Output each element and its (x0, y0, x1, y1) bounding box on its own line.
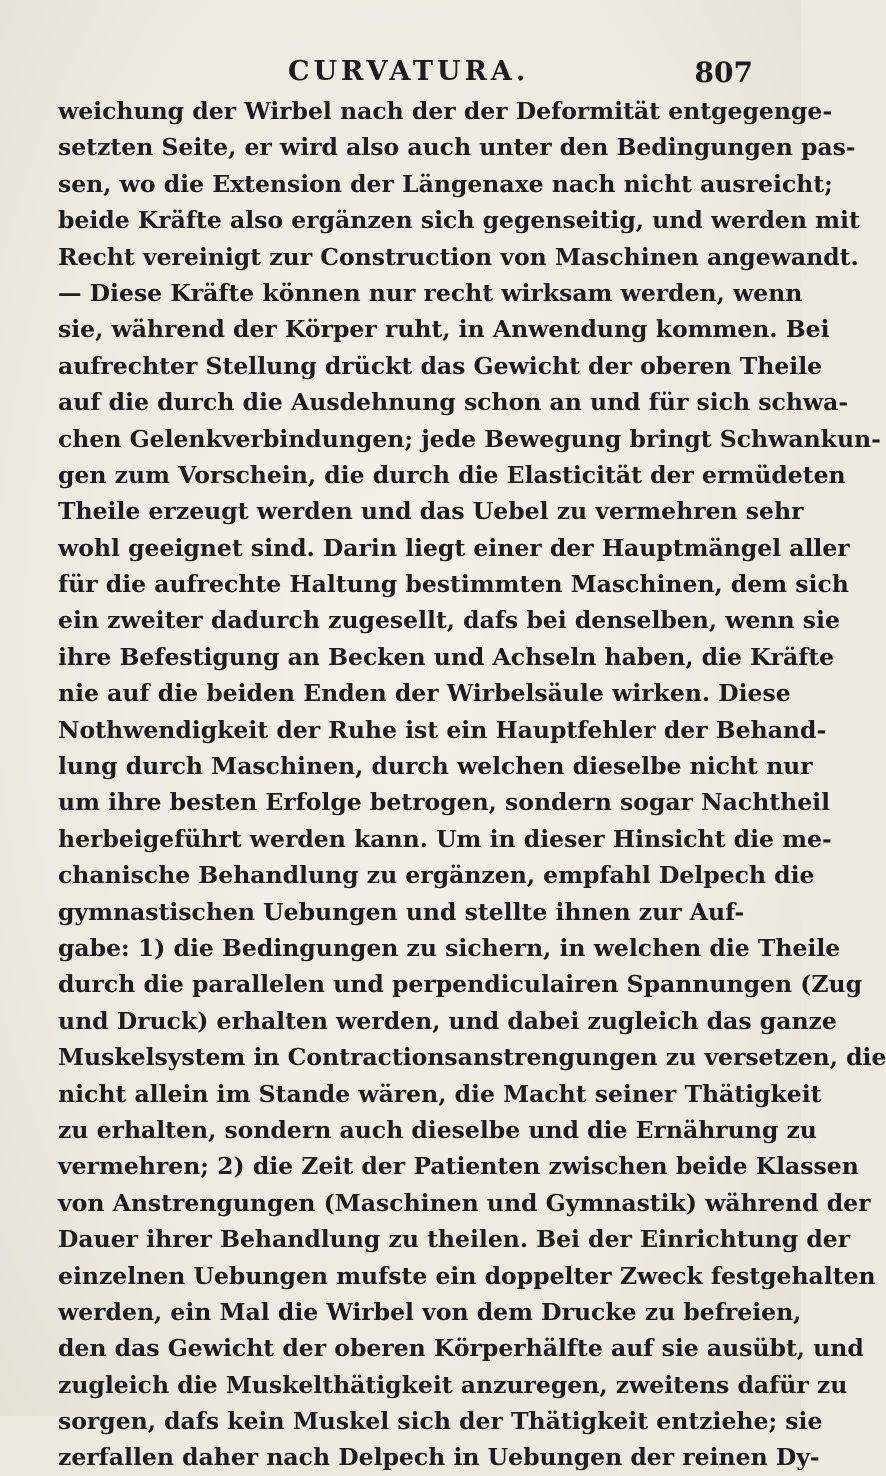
text-line: chen Gelenkverbindungen; jede Bewegung bringt Schwankun- (58, 424, 881, 453)
text-line: Theile erzeugt werden und das Uebel zu vermehren sehr (58, 497, 804, 526)
text-line: gabe: 1) die Bedingungen zu sichern, in welchen die Theile (58, 933, 841, 962)
text-line: lung durch Maschinen, durch welchen dieselbe nicht nur (58, 752, 813, 781)
text-line: chanische Behandlung zu ergänzen, empfahl Delpech die (58, 861, 815, 890)
text-line: für die aufrechte Haltung bestimmten Maschinen, dem sich (58, 570, 849, 599)
text-line: von Anstrengungen (Maschinen und Gymnastik) während der (58, 1188, 871, 1217)
text-line: werden, ein Mal die Wirbel von dem Drucke zu befreien, (58, 1297, 802, 1326)
text-line: beide Kräfte also ergänzen sich gegenseitig, und werden mit (58, 206, 860, 235)
text-line: — Diese Kräfte können nur recht wirksam werden, wenn (58, 278, 803, 307)
text-line: gen zum Vorschein, die durch die Elasticität der ermüdeten (58, 460, 846, 489)
text-line: um ihre besten Erfolge betrogen, sondern sogar Nachtheil (58, 788, 831, 817)
text-line: Nothwendigkeit der Ruhe ist ein Hauptfehler der Behand- (58, 715, 827, 744)
text-line: durch die parallelen und perpendiculairen Spannungen (Zug (58, 970, 863, 999)
running-head (58, 56, 761, 96)
text-line: zu erhalten, sondern auch dieselbe und die Ernährung zu (58, 1115, 817, 1144)
running-title: CURVATURA. (288, 56, 530, 87)
text-line: einzelnen Uebungen mufste ein doppelter Zweck festgehalten (58, 1261, 876, 1290)
text-line: Muskelsystem in Contractionsanstrengungen zu versetzen, die (58, 1043, 886, 1072)
body-text (58, 93, 886, 1476)
page-number: 807 (694, 56, 753, 89)
text-line: nicht allein im Stande wären, die Macht seiner Thätigkeit (58, 1079, 822, 1108)
text-line: gymnastischen Uebungen und stellte ihnen zur Auf- (58, 897, 745, 926)
text-line: wohl geeignet sind. Darin liegt einer der Hauptmängel aller (58, 533, 850, 562)
text-line: nie auf die beiden Enden der Wirbelsäule wirken. Diese (58, 679, 791, 708)
text-line: den das Gewicht der oberen Körperhälfte auf sie ausübt, und (58, 1334, 864, 1363)
text-line: Recht vereinigt zur Construction von Maschinen angewandt. (58, 242, 859, 271)
text-line: auf die durch die Ausdehnung schon an und für sich schwa- (58, 388, 849, 417)
text-line: weichung der Wirbel nach der der Deformität entgegenge- (58, 97, 833, 125)
text-line: aufrechter Stellung drückt das Gewicht der oberen Theile (58, 351, 823, 380)
text-line: ein zweiter dadurch zugesellt, dafs bei denselben, wenn sie (58, 606, 840, 635)
text-line: sie, während der Körper ruht, in Anwendung kommen. Bei (58, 315, 830, 344)
text-line: vermehren; 2) die Zeit der Patienten zwischen beide Klassen (58, 1152, 859, 1181)
text-line: zerfallen daher nach Delpech in Uebungen der reinen Dy- (58, 1443, 820, 1472)
text-line: setzten Seite, er wird also auch unter den Bedingungen pas- (58, 133, 856, 162)
text-line: sorgen, dafs kein Muskel sich der Thätigkeit entziehe; sie (58, 1407, 823, 1436)
text-line: und Druck) erhalten werden, und dabei zugleich das ganze (58, 1006, 837, 1035)
text-line: herbeigeführt werden kann. Um in dieser Hinsicht die me- (58, 824, 832, 853)
text-line: Dauer ihrer Behandlung zu theilen. Bei der Einrichtung der (58, 1225, 851, 1254)
text-line: sen, wo die Extension der Längenaxe nach nicht ausreicht; (58, 169, 833, 198)
text-line: zugleich die Muskelthätigkeit anzuregen, zweitens dafür zu (58, 1370, 848, 1399)
text-line: ihre Befestigung an Becken und Achseln haben, die Kräfte (58, 642, 835, 671)
